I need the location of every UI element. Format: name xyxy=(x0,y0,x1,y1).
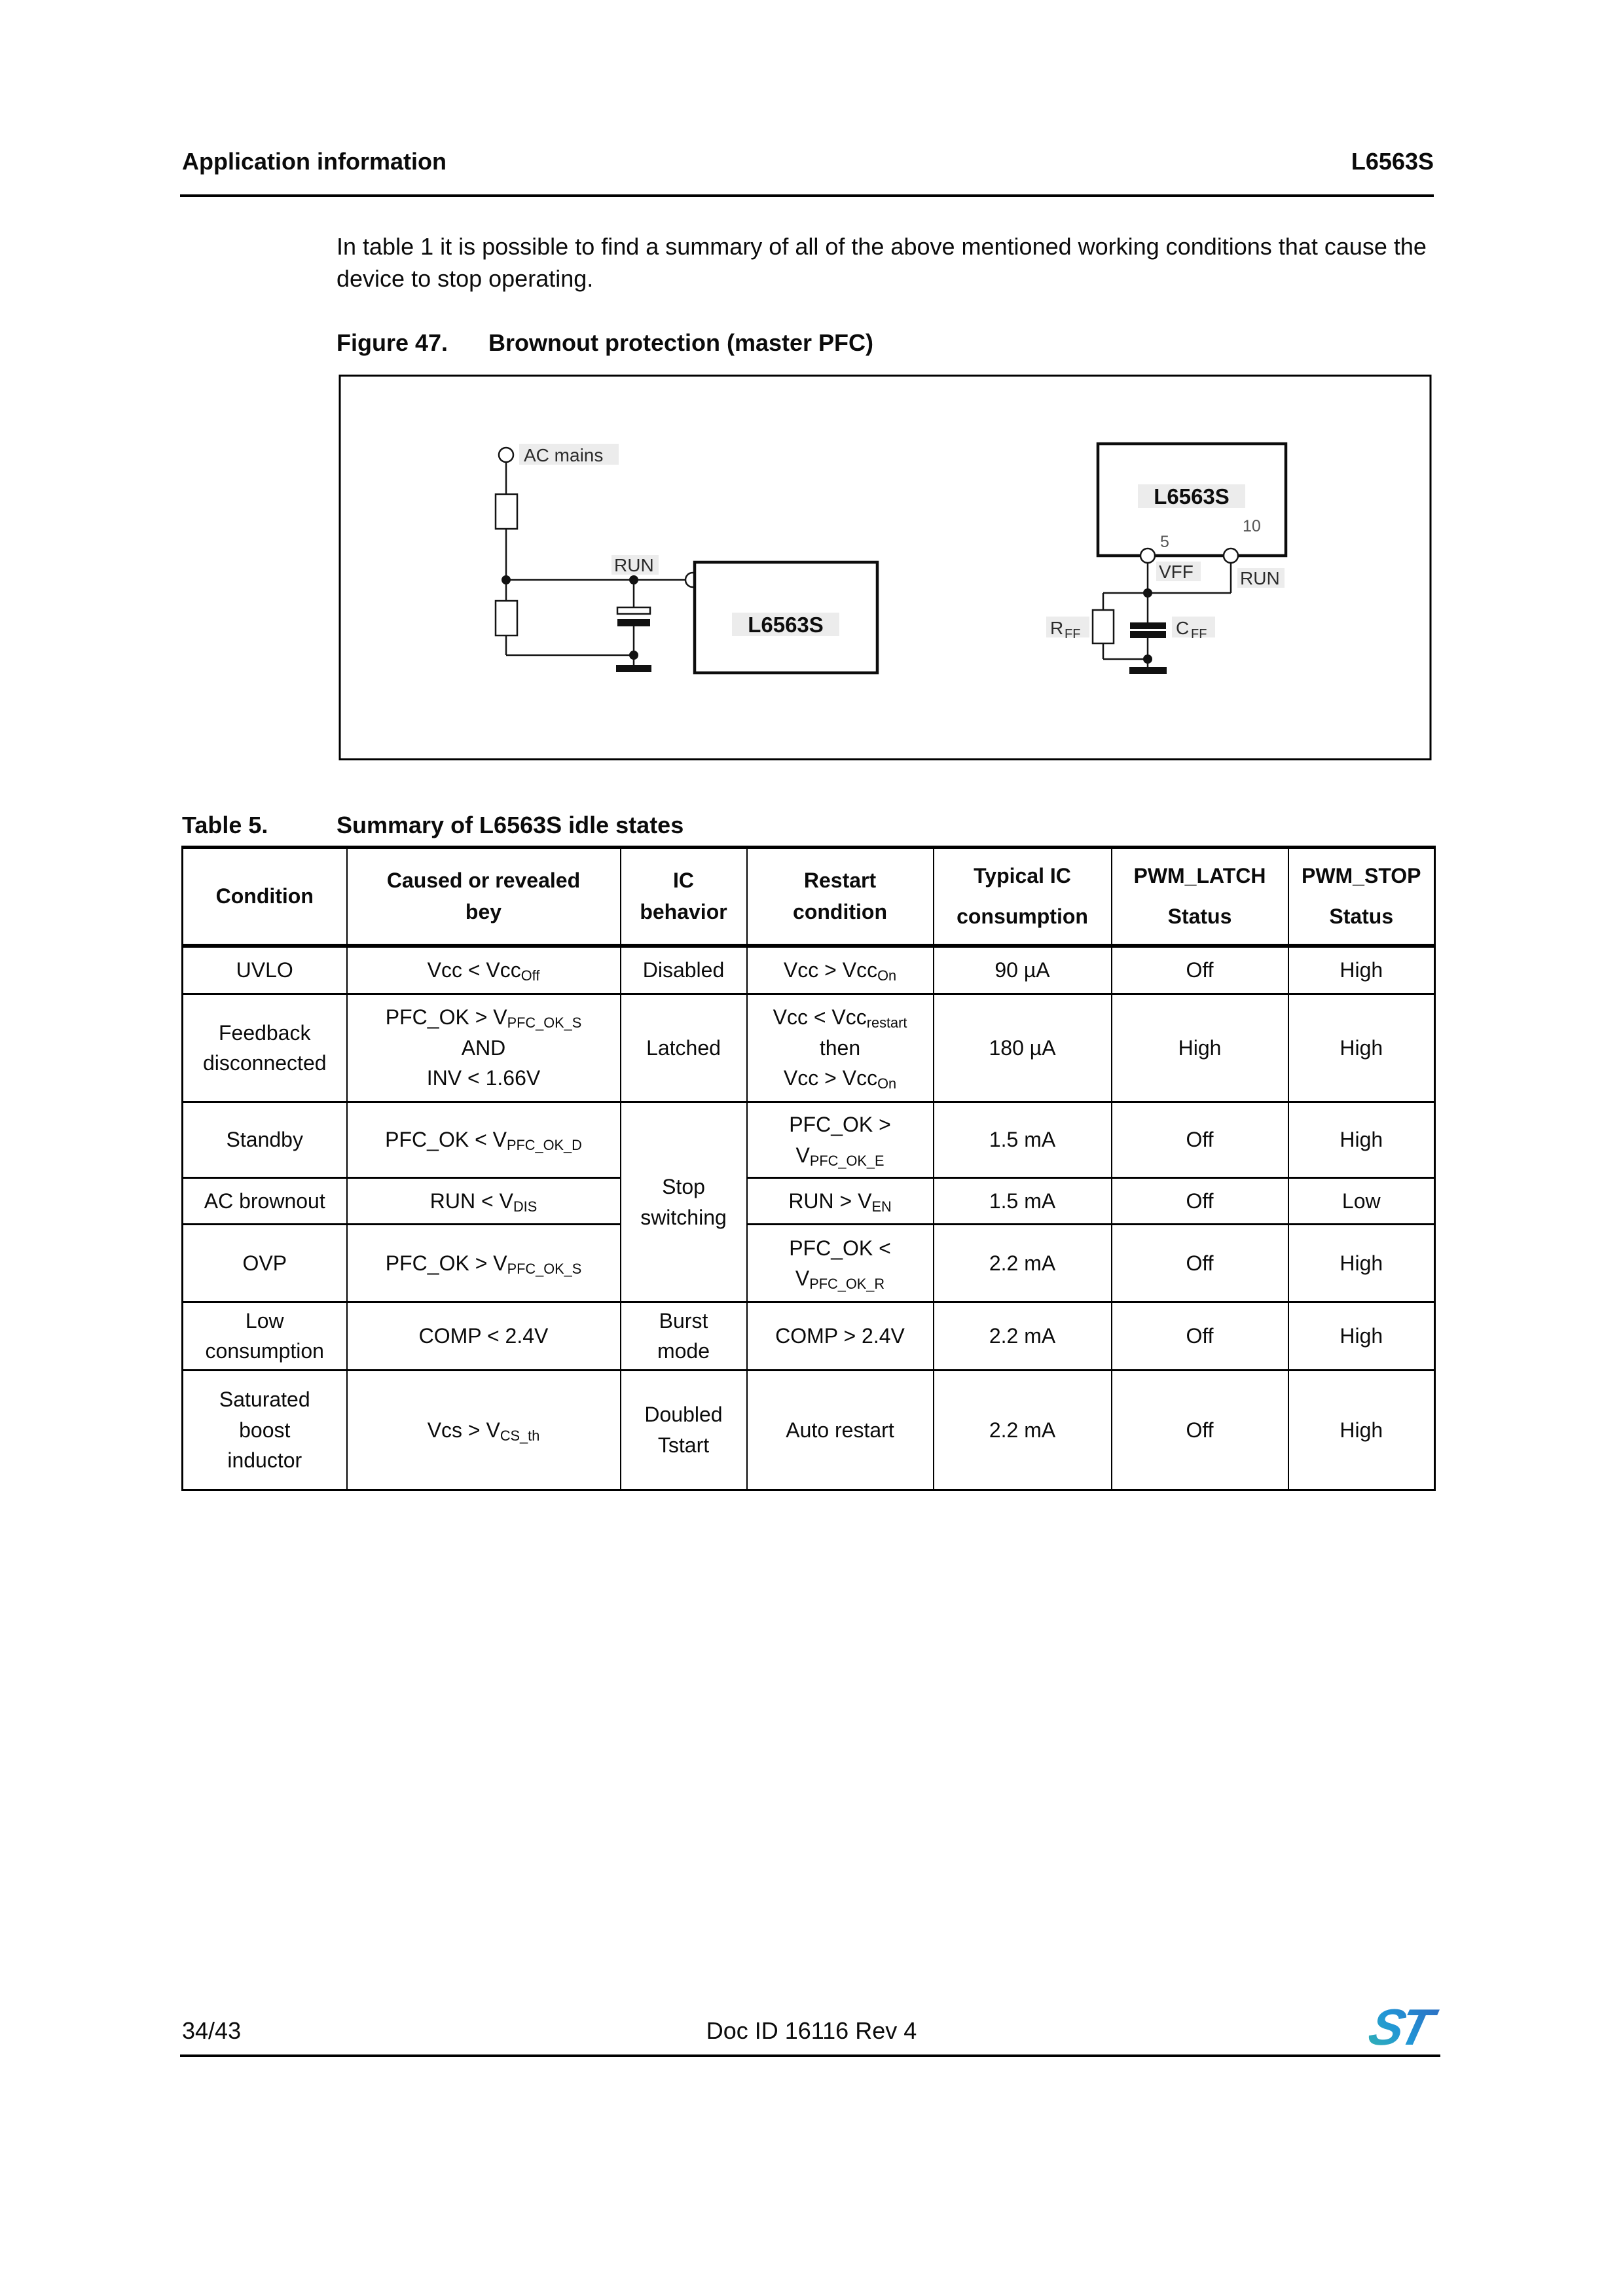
rff-label-sub: FF xyxy=(1065,627,1081,641)
cell-restart: PFC_OK > $V_{PFC\_OK\_E}$ xyxy=(747,1102,934,1178)
cff-label-base: C xyxy=(1176,618,1190,638)
table-row xyxy=(183,1102,1435,1178)
st-logo-text: ST xyxy=(1368,1999,1435,2055)
cell-cause: RUN < $V_{DIS}$ xyxy=(347,1178,621,1225)
table-row xyxy=(183,1370,1435,1490)
col-header-consumption: Typical IC consumption xyxy=(934,848,1112,946)
cell-condition: UVLO xyxy=(183,946,347,994)
cell-cause: PFC_OK < $V_{PFC\_OK\_D}$ xyxy=(347,1102,621,1178)
cell-pwm-stop: High xyxy=(1288,1225,1435,1302)
header-rule xyxy=(180,194,1434,197)
cell-behavior: Latched xyxy=(621,994,747,1102)
cell-consumption: 1.5 mA xyxy=(934,1102,1112,1178)
cell-restart: Auto restart xyxy=(747,1370,934,1490)
header-section-title: Application information xyxy=(182,148,447,175)
col-header-cause: Caused or revealed bey xyxy=(347,848,621,946)
ground-icon xyxy=(616,665,651,672)
cell-pwm-latch: Off xyxy=(1112,946,1288,994)
pin10-label: 10 xyxy=(1243,517,1261,535)
table-row xyxy=(183,1178,1435,1225)
table-caption-title: Summary of L6563S idle states xyxy=(337,812,684,838)
cell-pwm-latch: Off xyxy=(1112,1225,1288,1302)
cell-pwm-stop: High xyxy=(1288,1302,1435,1371)
table-row xyxy=(183,1225,1435,1302)
cell-condition: Standby xyxy=(183,1102,347,1178)
cell-pwm-stop: High xyxy=(1288,1370,1435,1490)
chip-label: L6563S xyxy=(1154,484,1230,509)
figure-caption xyxy=(337,329,873,357)
cell-pwm-latch: High xyxy=(1112,994,1288,1102)
cell-cause: Vcc < Vcc$_{Off}$ xyxy=(347,946,621,994)
figure-caption-label: Figure 47. xyxy=(337,329,448,356)
running-header xyxy=(182,148,1434,175)
col-header-condition: Condition xyxy=(183,848,347,946)
ac-mains-label: AC mains xyxy=(524,445,604,465)
cell-condition: Low consumption xyxy=(183,1302,347,1371)
cell-pwm-stop: High xyxy=(1288,946,1435,994)
table-header-row xyxy=(183,848,1435,946)
run-net-label: RUN xyxy=(614,555,654,575)
resistor-icon xyxy=(1093,610,1114,643)
cell-behavior: Burst mode xyxy=(621,1302,747,1371)
cell-cause: PFC_OK > $V_{PFC\_OK\_S}$ xyxy=(347,1225,621,1302)
cell-cause: Vcs > $V_{CS\_th}$ xyxy=(347,1370,621,1490)
cff-label-sub: FF xyxy=(1191,627,1207,641)
footer-rule xyxy=(180,2054,1440,2057)
intro-paragraph: In table 1 it is possible to find a summary of all of the above mentioned working conditions that cause the device to stop operating. xyxy=(337,233,1427,292)
col-header-restart: Restart condition xyxy=(747,848,934,946)
col-header-ic-behavior: IC behavior xyxy=(621,848,747,946)
table-row xyxy=(183,946,1435,994)
pin5-label: 5 xyxy=(1160,533,1169,551)
cell-pwm-stop: Low xyxy=(1288,1178,1435,1225)
capacitor-plate-icon xyxy=(1130,631,1166,638)
cell-consumption: 1.5 mA xyxy=(934,1178,1112,1225)
cell-behavior-merged: Stop switching xyxy=(621,1102,747,1302)
col-header-pwm-latch: PWM_LATCH Status xyxy=(1112,848,1288,946)
run-net-label: RUN xyxy=(1240,568,1280,588)
cell-condition: OVP xyxy=(183,1225,347,1302)
cell-cause: COMP < 2.4V xyxy=(347,1302,621,1371)
col-header-pwm-stop: PWM_STOP Status xyxy=(1288,848,1435,946)
table-row xyxy=(183,1302,1435,1371)
cell-consumption: 180 µA xyxy=(934,994,1112,1102)
st-logo-icon xyxy=(1368,1999,1440,2055)
cell-consumption: 90 µA xyxy=(934,946,1112,994)
cell-pwm-latch: Off xyxy=(1112,1178,1288,1225)
cell-pwm-stop: High xyxy=(1288,994,1435,1102)
footer-doc-id: Doc ID 16116 Rev 4 xyxy=(706,2017,917,2044)
cell-restart: RUN > $V_{EN}$ xyxy=(747,1178,934,1225)
cell-pwm-stop: High xyxy=(1288,1102,1435,1178)
cell-condition: Feedback disconnected xyxy=(183,994,347,1102)
figure-frame xyxy=(340,376,1431,759)
table-caption-label: Table 5. xyxy=(182,812,268,838)
cell-pwm-latch: Off xyxy=(1112,1102,1288,1178)
figure-brownout-protection xyxy=(334,367,1434,772)
table-row xyxy=(183,994,1435,1102)
cell-restart: Vcc < Vcc$_{restart}$ then Vcc > Vcc$_{On}$ xyxy=(747,994,934,1102)
cell-behavior: Doubled Tstart xyxy=(621,1370,747,1490)
ground-icon xyxy=(1129,667,1167,674)
cell-behavior: Disabled xyxy=(621,946,747,994)
ac-mains-terminal-icon xyxy=(499,448,513,462)
table-caption xyxy=(182,812,684,839)
cell-restart: PFC_OK < $V_{PFC\_OK\_R}$ xyxy=(747,1225,934,1302)
cell-restart: Vcc > Vcc$_{On}$ xyxy=(747,946,934,994)
vff-net-label: VFF xyxy=(1159,562,1194,582)
cell-consumption: 2.2 mA xyxy=(934,1225,1112,1302)
pin-terminal-icon xyxy=(1224,548,1238,563)
capacitor-plate-icon xyxy=(617,619,650,626)
cell-cause: PFC_OK > $V_{PFC\_OK\_S}$ AND INV < 1.66V xyxy=(347,994,621,1102)
chip-label: L6563S xyxy=(748,613,824,637)
cell-consumption: 2.2 mA xyxy=(934,1370,1112,1490)
cell-pwm-latch: Off xyxy=(1112,1370,1288,1490)
rff-label-base: R xyxy=(1050,618,1064,638)
pin-terminal-icon xyxy=(1140,548,1155,563)
capacitor-plate-icon xyxy=(617,607,650,614)
resistor-icon xyxy=(496,601,517,636)
cell-consumption: 2.2 mA xyxy=(934,1302,1112,1371)
footer-page-number: 34/43 xyxy=(182,2017,242,2044)
capacitor-plate-icon xyxy=(1130,622,1166,629)
cell-pwm-latch: Off xyxy=(1112,1302,1288,1371)
idle-states-table xyxy=(181,846,1436,1491)
cell-condition: AC brownout xyxy=(183,1178,347,1225)
resistor-icon xyxy=(496,494,517,529)
cell-restart: COMP > 2.4V xyxy=(747,1302,934,1371)
header-part-number: L6563S xyxy=(1351,148,1434,175)
cell-condition: Saturated boost inductor xyxy=(183,1370,347,1490)
figure-caption-title: Brownout protection (master PFC) xyxy=(488,329,874,356)
